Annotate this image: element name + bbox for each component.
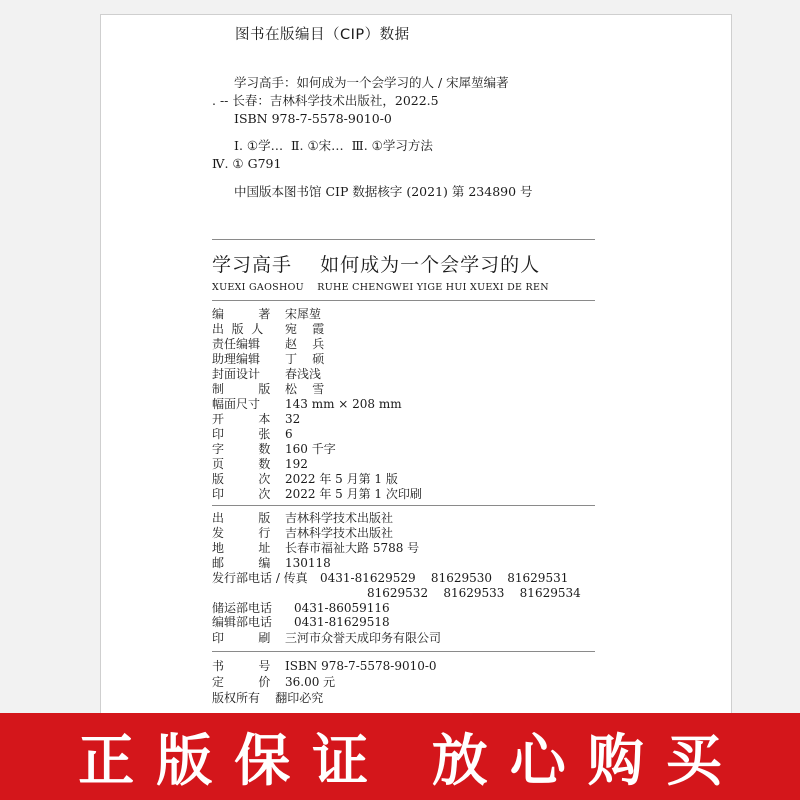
- banner-text: 正版保证 放心购买: [78, 728, 744, 794]
- detail-value: 丁 硕: [285, 352, 325, 366]
- distribution-phone-label: 发行部电话 / 传真: [212, 571, 308, 585]
- price-label: 定 价: [212, 675, 271, 689]
- publisher-value: 吉林科学技术出版社: [285, 526, 394, 540]
- detail-label: 幅面尺寸: [212, 397, 261, 411]
- publisher-value: 长春市福祉大路 5788 号: [285, 541, 420, 555]
- book-title: 学习高手 如何成为一个会学习的人: [212, 254, 541, 276]
- divider-top: [212, 239, 595, 240]
- detail-value: 宋犀堃: [285, 307, 322, 321]
- cip-line-title-author: 学习高手：如何成为一个会学习的人 / 宋犀堃编著: [234, 75, 509, 90]
- detail-label: 制 版: [212, 382, 271, 396]
- editorial-phone-label: 编辑部电话: [212, 615, 273, 629]
- publisher-value: 130118: [285, 556, 331, 570]
- detail-value: 2022 年 5 月第 1 版: [285, 472, 398, 486]
- cip-line-subject: Ⅰ. ①学… Ⅱ. ①宋… Ⅲ. ①学习方法: [234, 138, 433, 153]
- book-page: [100, 14, 732, 720]
- authentic-guarantee-banner: [0, 713, 800, 800]
- detail-value: 春浅浅: [285, 367, 322, 381]
- detail-label: 出 版 人: [212, 322, 264, 336]
- detail-value: 143 mm × 208 mm: [285, 397, 402, 411]
- publisher-label: 邮 编: [212, 556, 271, 570]
- detail-label: 印 张: [212, 427, 271, 441]
- detail-value: 192: [285, 457, 308, 471]
- price-value: 36.00 元: [285, 675, 336, 689]
- publisher-label: 出 版: [212, 511, 271, 525]
- isbn-label: 书 号: [212, 659, 271, 673]
- cip-title: 图书在版编目（CIP）数据: [235, 27, 410, 43]
- detail-label: 编 著: [212, 307, 271, 321]
- detail-value: 宛 霞: [285, 322, 325, 336]
- distribution-phone-line2: 81629532 81629533 81629534: [367, 586, 581, 600]
- distribution-phone-line1: 0431-81629529 81629530 81629531: [320, 571, 569, 585]
- detail-label: 封面设计: [212, 367, 261, 381]
- detail-value: 赵 兵: [285, 337, 325, 351]
- detail-label: 页 数: [212, 457, 271, 471]
- book-title-pinyin: XUEXI GAOSHOU RUHE CHENGWEI YIGE HUI XUEXI DE REN: [212, 282, 549, 293]
- detail-label: 字 数: [212, 442, 271, 456]
- editorial-phone-value: 0431-81629518: [294, 615, 390, 629]
- publisher-label: 地 址: [212, 541, 271, 555]
- detail-label: 版 次: [212, 472, 271, 486]
- detail-value: 32: [285, 412, 301, 426]
- cip-line-classification: Ⅳ. ① G791: [212, 156, 282, 171]
- detail-value: 松 雪: [285, 382, 325, 396]
- storage-phone-value: 0431-86059116: [294, 601, 390, 615]
- detail-label: 助理编辑: [212, 352, 261, 366]
- detail-value: 160 千字: [285, 442, 336, 456]
- detail-label: 印 次: [212, 487, 271, 501]
- detail-value: 2022 年 5 月第 1 次印刷: [285, 487, 422, 501]
- printer-value: 三河市众誉天成印务有限公司: [285, 631, 442, 645]
- printer-label: 印 刷: [212, 631, 271, 645]
- publisher-value: 吉林科学技术出版社: [285, 511, 394, 525]
- detail-value: 6: [285, 427, 293, 441]
- cip-line-publisher: . -- 长春：吉林科学技术出版社，2022.5: [212, 93, 439, 108]
- detail-label: 开 本: [212, 412, 271, 426]
- detail-label: 责任编辑: [212, 337, 261, 351]
- cip-line-isbn: ISBN 978-7-5578-9010-0: [234, 111, 392, 126]
- divider-title: [212, 300, 595, 301]
- publisher-label: 发 行: [212, 526, 271, 540]
- divider-details: [212, 505, 595, 506]
- cip-line-data-number: 中国版本图书馆 CIP 数据核字 (2021) 第 234890 号: [234, 184, 533, 199]
- isbn-value: ISBN 978-7-5578-9010-0: [285, 659, 437, 673]
- storage-phone-label: 储运部电话: [212, 601, 273, 615]
- divider-publisher: [212, 651, 595, 652]
- copyright-notice: 版权所有 翻印必究: [212, 691, 324, 705]
